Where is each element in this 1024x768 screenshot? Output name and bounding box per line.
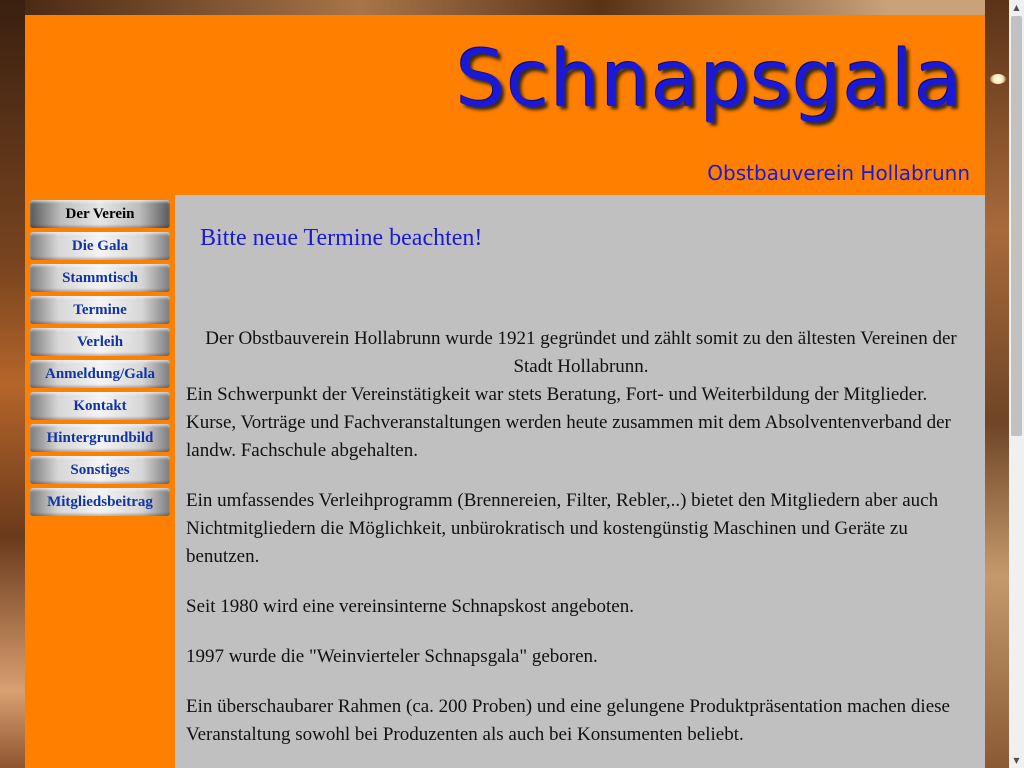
nav-item-der-verein[interactable]: Der Verein (30, 200, 170, 228)
background-photo-top (25, 0, 985, 15)
site-subtitle: Obstbauverein Hollabrunn (707, 161, 970, 185)
main-content (175, 195, 985, 768)
nav-item-anmeldung-gala[interactable]: Anmeldung/Gala (30, 360, 170, 388)
nav-item-kontakt[interactable]: Kontakt (30, 392, 170, 420)
paragraph-gala-founded: 1997 wurde die "Weinvierteler Schnapsgala" geboren. (186, 646, 598, 667)
nav-item-sonstiges[interactable]: Sonstiges (30, 456, 170, 484)
nav-item-verleih[interactable]: Verleih (30, 328, 170, 356)
article-text (186, 325, 976, 768)
intro-paragraph: Der Obstbauverein Hollabrunn wurde 1921 gegründet und zählt somit zu den ältesten Vereinen der Stadt Hollabrunn. (205, 328, 957, 377)
paragraph-training: Ein Schwerpunkt der Vereinstätigkeit war stets Beratung, Fort- und Weiterbildung der Mitglieder. Kurse, Vorträge und Fachveranstaltungen werden heute zusammen mit dem Absolventenverband der landw. Fachschule abgehalten. (186, 384, 951, 461)
notice-heading: Bitte neue Termine beachten! (200, 225, 483, 251)
site-header (25, 15, 985, 195)
site-title: Schnapsgala (456, 35, 963, 125)
page-container (25, 15, 985, 768)
lamp-light (990, 74, 1006, 84)
vertical-scrollbar-thumb[interactable] (1011, 16, 1022, 436)
background-photo-right (985, 0, 1009, 768)
scroll-up-arrow-icon[interactable]: ▲ (1013, 3, 1020, 12)
background-photo-left (0, 0, 25, 768)
paragraph-rental: Ein umfassendes Verleihprogramm (Brennereien, Filter, Rebler,..) bietet den Mitgliedern aber auch Nichtmitgliedern die Möglichkeit, unbürokratisch und kostengünstig Maschinen und Geräte zu benutzen. (186, 490, 939, 567)
scroll-down-arrow-icon[interactable]: ▼ (1013, 756, 1020, 765)
nav-item-termine[interactable]: Termine (30, 296, 170, 324)
main-navigation (30, 200, 170, 520)
paragraph-schnapskost: Seit 1980 wird eine vereinsinterne Schnapskost angeboten. (186, 596, 634, 617)
nav-item-stammtisch[interactable]: Stammtisch (30, 264, 170, 292)
paragraph-event: Ein überschaubarer Rahmen (ca. 200 Proben) und eine gelungene Produktpräsentation machen diese Veranstaltung sowohl bei Produzenten als auch bei Konsumenten beliebt. (186, 696, 950, 745)
nav-item-die-gala[interactable]: Die Gala (30, 232, 170, 260)
nav-item-hintergrundbild[interactable]: Hintergrundbild (30, 424, 170, 452)
nav-item-mitgliedsbeitrag[interactable]: Mitgliedsbeitrag (30, 488, 170, 516)
